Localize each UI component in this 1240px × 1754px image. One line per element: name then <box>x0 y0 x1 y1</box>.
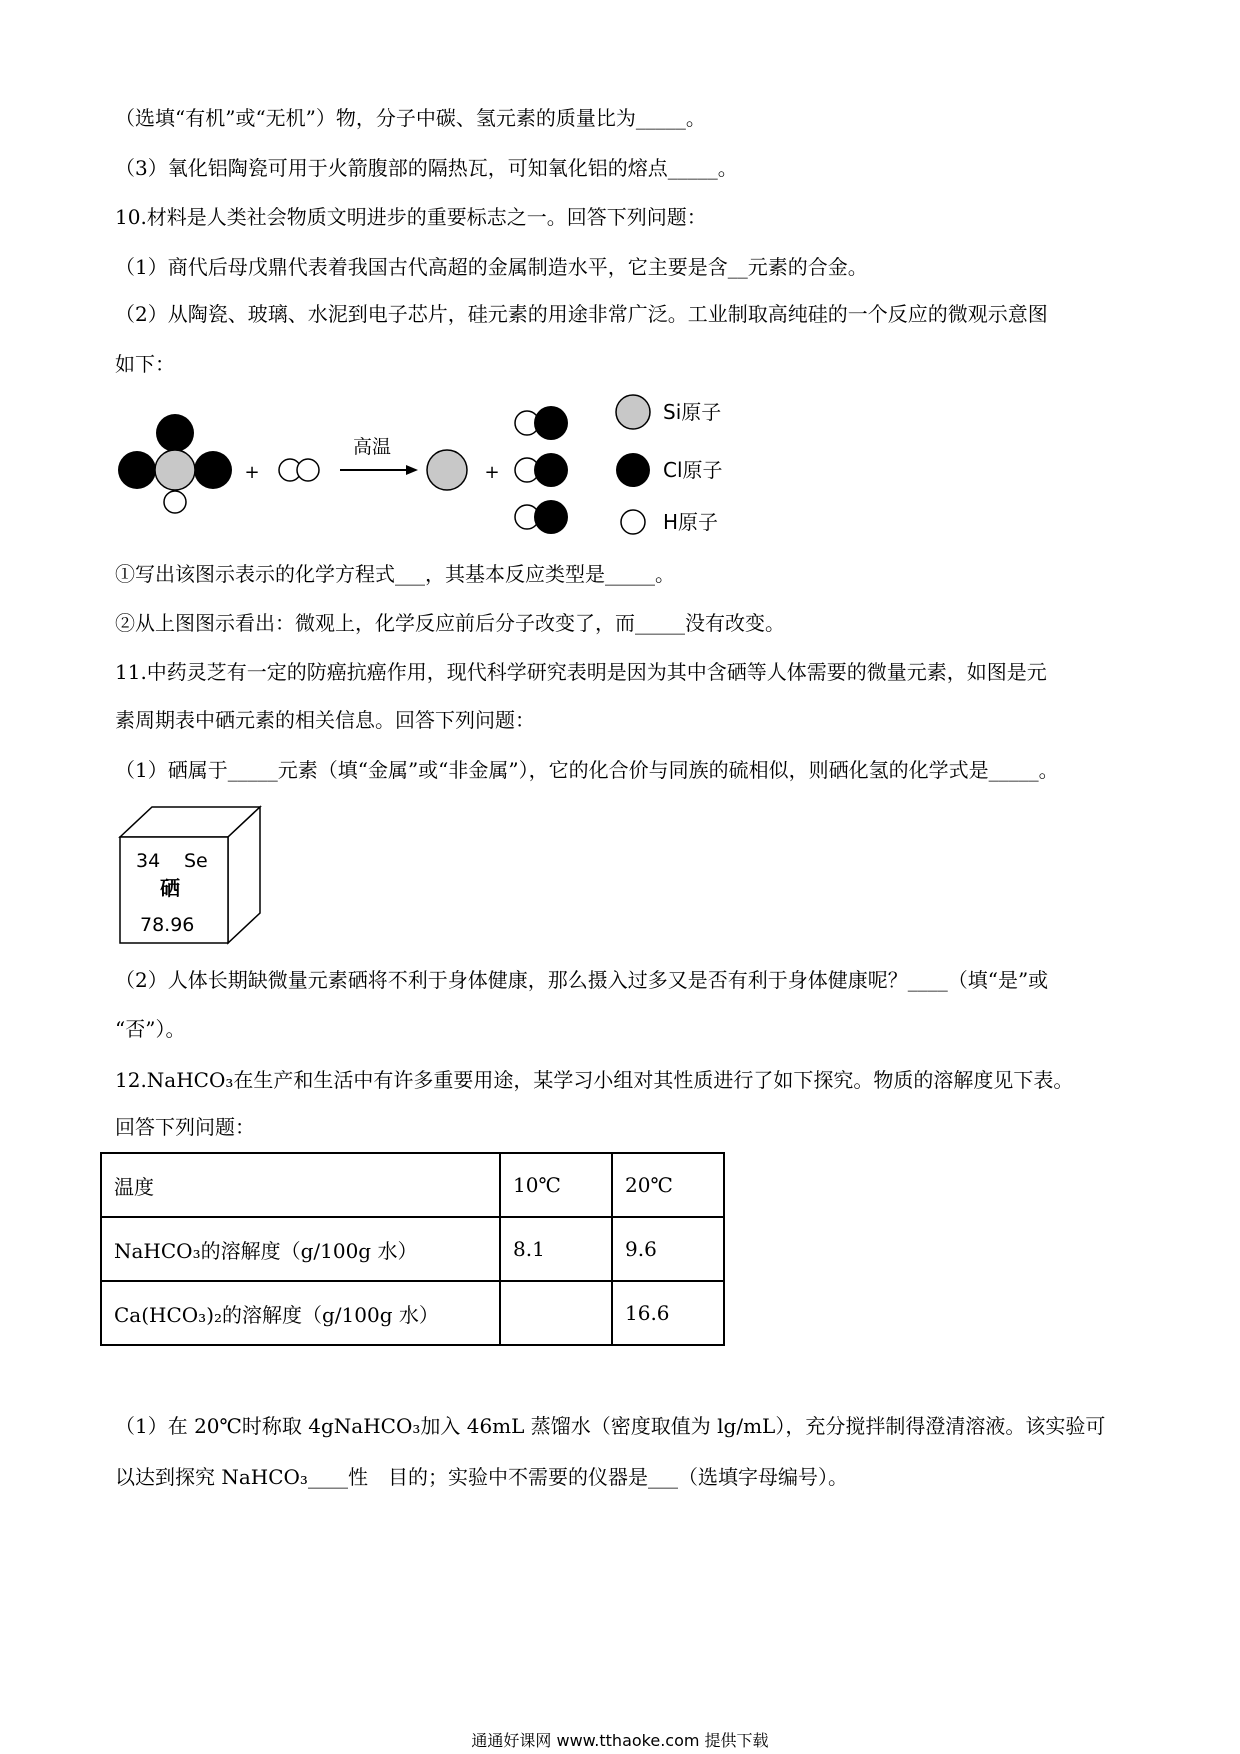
legend-si-label: Si原子 <box>663 400 722 424</box>
selenium-element-card <box>118 805 268 945</box>
si-atom <box>427 450 467 490</box>
atomic-mass: 78.96 <box>140 914 195 936</box>
legend-cl-label: Cl原子 <box>663 458 723 482</box>
element-name: 硒 <box>160 876 180 900</box>
text-line: （2）从陶瓷、玻璃、水泥到电子芯片，硅元素的用途非常广泛。工业制取高纯硅的一个反应的微观示意图 <box>115 302 1048 326</box>
plus-sign: + <box>244 462 260 483</box>
text-line: ②从上图图示看出：微观上，化学反应前后分子改变了，而_____没有改变。 <box>115 611 785 635</box>
cl-atom <box>194 451 232 489</box>
cl-atom <box>534 406 568 440</box>
text-line: （3）氧化铝陶瓷可用于火箭腹部的隔热瓦，可知氧化铝的熔点_____。 <box>115 156 738 180</box>
text-line: （2）人体长期缺微量元素硒将不利于身体健康，那么摄入过多又是否有利于身体健康呢？____（填“是”或 <box>115 968 1049 992</box>
si-atom <box>155 450 195 490</box>
table-cell: 8.1 <box>500 1217 612 1281</box>
cl-atom <box>118 451 156 489</box>
reaction-condition: 高温 <box>352 436 392 458</box>
text-line: （1）商代后母戊鼎代表着我国古代高超的金属制造水平，它主要是含__元素的合金。 <box>115 255 868 279</box>
text-line: 如下： <box>115 352 175 376</box>
table-cell: 温度 <box>101 1153 500 1217</box>
legend-h-symbol <box>621 510 645 534</box>
text-line: （1）在 20℃时称取 4gNaHCO₃加入 46mL 蒸馏水（密度取值为 lg/mL），充分搅拌制得澄清溶液。该实验可 <box>115 1414 1106 1438</box>
text-line: “否”）。 <box>115 1017 186 1041</box>
cl-atom <box>534 500 568 534</box>
text-line: 素周期表中硒元素的相关信息。回答下列问题： <box>115 708 535 732</box>
text-line: 以达到探究 NaHCO₃____性 目的；实验中不需要的仪器是___（选填字母编号）。 <box>115 1465 848 1489</box>
h-atom <box>297 459 319 481</box>
table-row <box>101 1153 724 1217</box>
table-cell: Ca(HCO₃)₂的溶解度（g/100g 水） <box>101 1281 500 1345</box>
text-line: （选填“有机”或“无机”）物，分子中碳、氢元素的质量比为_____。 <box>115 106 706 130</box>
legend-si-symbol <box>616 395 650 429</box>
cl-atom <box>534 453 568 487</box>
legend-h-label: H原子 <box>663 510 719 534</box>
table-cell: 16.6 <box>612 1281 724 1345</box>
text-line: 回答下列问题： <box>115 1115 255 1139</box>
table-cell: 10℃ <box>500 1153 612 1217</box>
plus-sign: + <box>484 462 500 483</box>
text-line: （1）硒属于_____元素（填“金属”或“非金属”），它的化合价与同族的硫相似，则硒化氢的化学式是_____。 <box>115 758 1059 782</box>
legend-cl-symbol <box>616 453 650 487</box>
question-11-heading: 11.中药灵芝有一定的防癌抗癌作用，现代科学研究表明是因为其中含硒等人体需要的微量元素，如图是元 <box>115 660 1047 684</box>
cl-atom <box>156 414 194 452</box>
table-cell: 9.6 <box>612 1217 724 1281</box>
text-line: ①写出该图示表示的化学方程式___，其基本反应类型是_____。 <box>115 562 675 586</box>
table-cell <box>500 1281 612 1345</box>
solubility-table <box>100 1152 725 1346</box>
table-cell: 20℃ <box>612 1153 724 1217</box>
h-atom <box>164 491 186 513</box>
table-row <box>101 1217 724 1281</box>
question-12-heading: 12.NaHCO₃在生产和生活中有许多重要用途，某学习小组对其性质进行了如下探究。物质的溶解度见下表。 <box>115 1068 1074 1092</box>
atomic-number: 34 <box>136 850 161 872</box>
table-cell: NaHCO₃的溶解度（g/100g 水） <box>101 1217 500 1281</box>
page-footer: 通通好课网 www.tthaoke.com 提供下载 <box>471 1731 769 1750</box>
element-symbol: Se <box>184 850 208 872</box>
question-10-heading: 10.材料是人类社会物质文明进步的重要标志之一。回答下列问题： <box>115 205 707 229</box>
table-row <box>101 1281 724 1345</box>
reaction-microscopic-diagram <box>100 390 780 560</box>
